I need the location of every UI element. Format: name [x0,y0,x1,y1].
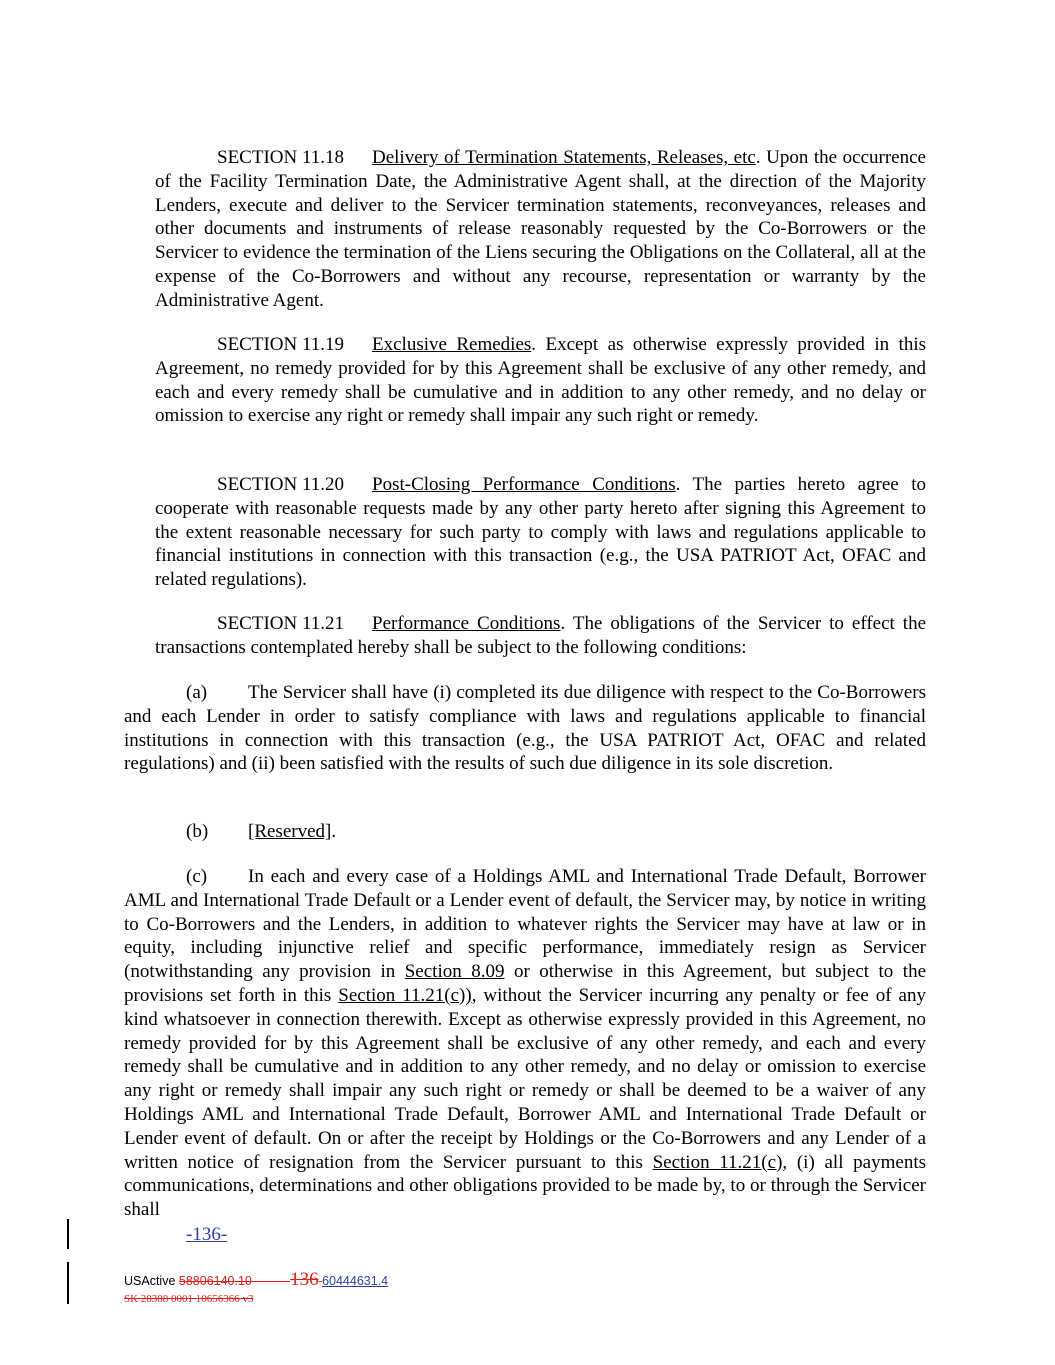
section-title: Performance Conditions [372,613,561,634]
section-label: SECTION 11.21 [217,613,345,634]
footer-prefix: USActive [124,1274,179,1288]
subsection-label: (c) [186,866,208,887]
footer-inserted-id: 60444631.4 [322,1274,389,1288]
subsection-c [124,865,926,1222]
subsection-text: or otherwise in this Agreement, but subject to the provisions set forth in this [124,961,926,1006]
footer-deleted-page: 136 [290,1269,319,1290]
subsection-label: (a) [186,682,208,703]
change-bar [67,1262,69,1304]
section-11-21 [155,612,926,660]
footer-deleted-id: 58806140.10 [178,1274,252,1288]
section-body: . The parties hereto agree to cooperate with reasonable requests made by any other party hereto after signing this Agreement to the extent reasonable necessary for such party to comply with laws and regulations applicable to financial institutions in connection with this transaction (e.g., the USA PATRIOT Act, OFAC and related regulations). [155,474,927,591]
section-11-18 [155,146,926,313]
section-body: . Except as otherwise expressly provided in this Agreement, no remedy provided for by this Agreement shall be exclusive of any other remedy, and each and every remedy shall be cumulative and in addition to any other remedy, and no delay or omission to exercise any right or remedy shall impair any such right or remedy. [155,334,926,427]
section-title: Delivery of Termination Statements, Releases, etc [372,147,756,168]
page-number-text: -136- [186,1224,228,1245]
cross-reference-section-11-21c[interactable]: Section 11.21(c)) [338,984,472,1006]
subsection-b [124,820,926,844]
section-body: . Upon the occurrence of the Facility Termination Date, the Administrative Agent shall, at the direction of the Majority Lenders, execute and deliver to the Servicer termination statements, reconveyances, releases and other documents and instruments of release reasonably requested by the Co-Borrowers or the Servicer to evidence the termination of the Liens securing the Obligations on the Collateral, all at the expense of the Co-Borrowers and without any recourse, representation or warranty by the Administrative Agent. [155,147,926,311]
section-11-20 [155,473,926,592]
section-label: SECTION 11.20 [217,474,345,495]
footer-deleted-spacer [252,1274,290,1288]
subsection-label: (b) [186,821,209,842]
subsection-text: In each and every case of a Holdings AML and International Trade Default, Borrower AML and International Trade Default or a Lender event of default, the Servicer may, by notice in writing to Co-Borrowers and the Lenders, in addition to whatever rights the Servicer may have at law or in equity, including injunctive relief and specific performance, immediately resign as Servicer (notwithstanding any provision in [124,866,926,983]
page-number [124,1223,227,1247]
reserved-link: [Reserved] [248,821,332,842]
footer-deleted-line: SK 28388 0001 10656366 v3 [124,1293,254,1305]
section-label: SECTION 11.18 [217,147,345,168]
section-title: Exclusive Remedies [372,334,532,355]
section-label: SECTION 11.19 [217,334,345,355]
subsection-text: , (i) all payments communications, determinations and other obligations provided to be made by, to or through the Servicer shall [124,1151,926,1221]
subsection-text: , without the Servicer incurring any penalty or fee of any kind whatsoever in connection therewith. Except as otherwise expressly provided in this Agreement, no remedy provided for by this Agreement shall be exclusive of any other remedy, and each and every remedy shall be cumulative and in addition to any other remedy, and no delay or omission to exercise any right or remedy shall impair any such right or remedy or shall be deemed to be a waiver of any Holdings AML and International Trade Default, Borrower AML and International Trade Default or Lender event of default. On or after the receipt by Holdings or the Co-Borrowers and any Lender of a written notice of resignation from the Servicer pursuant to this [124,984,926,1173]
subsection-body: The Servicer shall have (i) completed its due diligence with respect to the Co-Borrowers and each Lender in order to satisfy compliance with laws and regulations applicable to financial institutions in connection with this transaction (e.g., the USA PATRIOT Act, OFAC and related regulations) and (ii) been satisfied with the results of such due diligence in its sole discretion. [124,682,926,775]
cross-reference-section-8-09[interactable]: Section 8.09 [404,961,505,983]
page-number-indent [124,1223,186,1247]
section-body: . The obligations of the Servicer to effect the transactions contemplated hereby shall be subject to the following conditions: [155,613,927,658]
subsection-tail: . [331,821,337,842]
cross-reference-section-11-21c[interactable]: Section 11.21(c) [652,1151,783,1173]
section-11-19 [155,333,926,428]
change-bar [67,1219,69,1249]
subsection-a [124,681,926,776]
section-title: Post-Closing Performance Conditions [372,474,676,495]
